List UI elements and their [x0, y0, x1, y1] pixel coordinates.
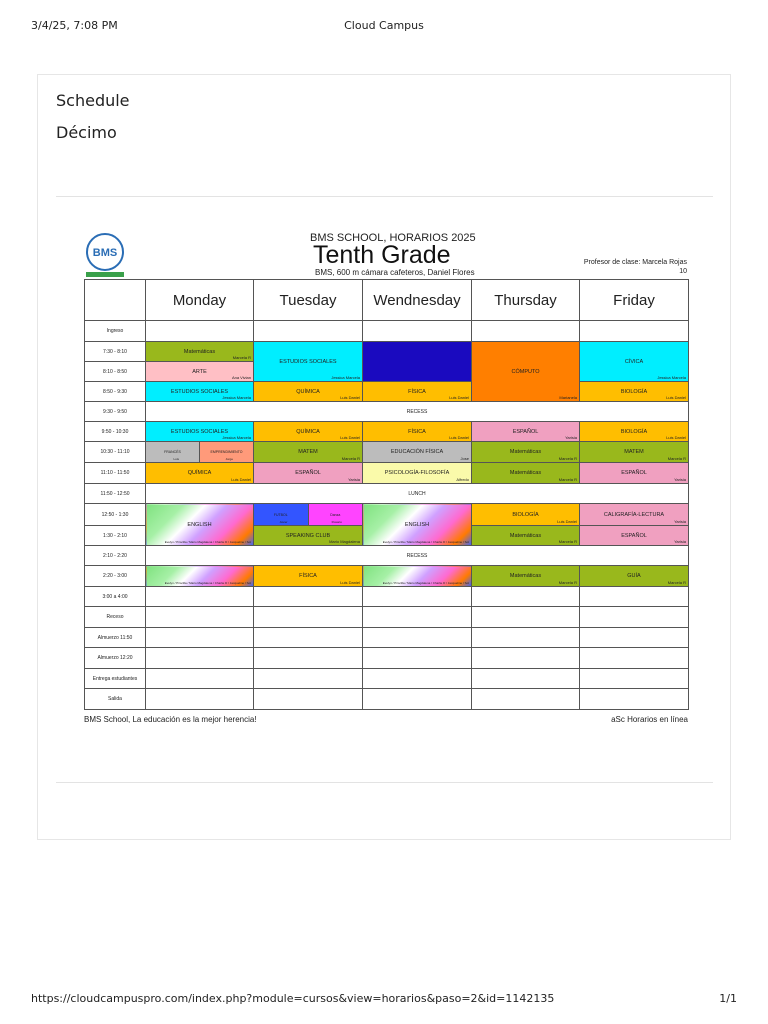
- class-cell-split: [254, 504, 363, 526]
- class-cell: [580, 382, 689, 402]
- class-name: CÍVICA: [624, 358, 644, 365]
- empty-cell: [254, 689, 363, 710]
- print-site-title: Cloud Campus: [344, 19, 424, 32]
- class-name: ESTUDIOS SOCIALES: [170, 428, 229, 435]
- bms-logo-icon: [84, 232, 126, 280]
- class-name: Matemáticas: [183, 348, 216, 355]
- class-name: Matemáticas: [509, 470, 542, 476]
- class-name: QUÍMICA: [296, 428, 320, 435]
- empty-cell: [254, 669, 363, 689]
- class-name: FÍSICA: [408, 388, 426, 395]
- page-subtitle: Décimo: [56, 123, 117, 142]
- empty-cell: [254, 648, 363, 669]
- empty-cell: [146, 587, 254, 607]
- empty-cell: [580, 628, 689, 648]
- empty-cell: [472, 321, 580, 342]
- empty-cell: [472, 628, 580, 648]
- class-teacher: Luis: [173, 457, 179, 461]
- class-cell: [363, 566, 472, 587]
- print-datetime: 3/4/25, 7:08 PM: [31, 19, 118, 32]
- class-cell: [580, 504, 689, 526]
- time-cell: 10:30 - 11:10: [85, 442, 146, 463]
- empty-cell: [472, 689, 580, 710]
- recess-cell: RECESS: [146, 546, 689, 566]
- day-header: Thursday: [472, 280, 580, 321]
- class-teacher: Luis Daniel: [666, 435, 686, 440]
- class-cell: [146, 463, 254, 484]
- class-cell: [146, 504, 254, 546]
- class-cell: [472, 566, 580, 587]
- schedule-footer-credit: aSc Horarios en línea: [611, 715, 688, 724]
- class-name: CÓMPUTO: [511, 368, 540, 375]
- print-url: https://cloudcampuspro.com/index.php?module=cursos&view=horarios&paso=2&id=1142135: [31, 992, 555, 1005]
- class-teacher: Luis Daniel: [666, 395, 686, 400]
- class-teacher: Luis Daniel: [340, 395, 360, 400]
- class-name: MATEM: [298, 449, 318, 455]
- class-cell: [199, 442, 253, 462]
- class-name: Danza: [330, 512, 341, 517]
- time-cell: 1:30 - 2:10: [85, 526, 146, 546]
- class-teacher: Jorge: [225, 457, 233, 461]
- empty-cell: [146, 669, 254, 689]
- class-teacher: Jessica Marcela: [331, 375, 360, 380]
- time-cell: 8:10 - 8:50: [85, 362, 146, 382]
- class-name: QUÍMICA: [187, 470, 212, 476]
- time-cell: Entrega estudiantes: [85, 669, 146, 689]
- schedule-table: [84, 279, 689, 710]
- empty-cell: [254, 587, 363, 607]
- empty-cell: [580, 321, 689, 342]
- class-teacher: Jessica Marcela: [222, 435, 251, 440]
- class-name: MATEM: [624, 449, 644, 455]
- class-name: FÍSICA: [299, 573, 317, 579]
- class-name: ESTUDIOS SOCIALES: [279, 358, 337, 365]
- class-teacher: Yarisia: [348, 477, 360, 482]
- class-teacher: Luis Daniel: [340, 580, 360, 585]
- empty-cell: [363, 648, 472, 669]
- time-cell: 9:30 - 9:50: [85, 402, 146, 422]
- class-teacher: Yarisia: [565, 435, 577, 440]
- class-name: FÍSICA: [408, 428, 426, 435]
- class-cell: [254, 566, 363, 587]
- divider: [56, 196, 713, 197]
- class-teacher: Mario Magdalena: [329, 539, 360, 544]
- class-cell-split: [146, 442, 254, 463]
- teacher-number: 10: [679, 268, 687, 275]
- time-cell: 12:50 - 1:30: [85, 504, 146, 526]
- class-cell: [146, 382, 254, 402]
- class-name: BIOLOGÍA: [512, 511, 539, 518]
- logo-text: BMS: [92, 247, 118, 259]
- time-cell: 9:50 - 10:30: [85, 422, 146, 442]
- class-teacher: Alfredo: [456, 477, 469, 482]
- print-page-number: 1/1: [719, 992, 737, 1005]
- time-cell: 3:00 a 4:00: [85, 587, 146, 607]
- class-teacher: Luis Daniel: [449, 395, 469, 400]
- class-teacher: Yarisia: [674, 519, 686, 524]
- class-name: BIOLOGÍA: [620, 388, 648, 395]
- day-header: Wendnesday: [363, 280, 472, 321]
- class-name: EDUCACIÓN FÍSICA: [390, 449, 444, 455]
- class-teacher: Luis Daniel: [231, 477, 251, 482]
- empty-cell: [146, 648, 254, 669]
- day-header: Monday: [146, 280, 254, 321]
- class-name: EMPRENDIMIENTO: [210, 450, 243, 454]
- class-cell: [580, 422, 689, 442]
- class-teacher: Jose: [460, 456, 469, 461]
- empty-cell: [472, 607, 580, 628]
- class-name: QUÍMICA: [296, 388, 320, 395]
- class-cell: [254, 442, 363, 463]
- class-teacher: Javier: [279, 520, 288, 524]
- class-cell: [254, 504, 308, 525]
- class-cell: [146, 342, 254, 362]
- class-cell: [363, 342, 472, 382]
- class-cell: [472, 342, 580, 402]
- class-cell: [146, 566, 254, 587]
- class-cell: [363, 422, 472, 442]
- empty-cell: [146, 689, 254, 710]
- empty-cell: [363, 321, 472, 342]
- page-title: Schedule: [56, 91, 130, 110]
- teacher-info: Profesor de clase: Marcela Rojas: [583, 259, 687, 266]
- class-name: Matemáticas: [509, 532, 542, 539]
- empty-cell: [472, 648, 580, 669]
- class-teacher: Yarisia: [674, 539, 686, 544]
- class-name: ENGLISH: [404, 521, 430, 528]
- schedule-footer-motto: BMS School, La educación es la mejor herencia!: [84, 715, 257, 724]
- class-name: BIOLOGÍA: [620, 428, 648, 435]
- empty-cell: [146, 607, 254, 628]
- class-cell: [363, 504, 472, 546]
- class-teacher: Marcela R: [558, 456, 577, 461]
- lunch-cell: LUNCH: [146, 484, 689, 504]
- time-cell: 2:20 - 3:00: [85, 566, 146, 587]
- day-header: Friday: [580, 280, 689, 321]
- class-name: GUÍA: [627, 573, 641, 579]
- empty-cell: [254, 321, 363, 342]
- class-name: ENGLISH: [187, 521, 212, 528]
- empty-cell: [472, 669, 580, 689]
- time-cell: 7:30 - 8:10: [85, 342, 146, 362]
- class-teacher: Luis Daniel: [449, 435, 469, 440]
- time-cell: 11:10 - 11:50: [85, 463, 146, 484]
- class-name: ESPAÑOL: [295, 470, 321, 476]
- empty-cell: [580, 587, 689, 607]
- room-info: BMS, 600 m cámara cafeteros, Daniel Flores: [315, 268, 475, 277]
- class-name: Matemáticas: [509, 573, 542, 579]
- class-teacher: Jessica Marcela: [222, 395, 251, 400]
- empty-cell: [146, 321, 254, 342]
- class-name: FRANCÉS: [164, 450, 181, 454]
- corner-cell: [85, 280, 146, 321]
- class-cell: [472, 422, 580, 442]
- class-cell: [146, 362, 254, 382]
- time-cell: Salida: [85, 689, 146, 710]
- class-name: FUTBOL: [273, 512, 288, 517]
- class-teacher: Marcela R: [558, 539, 577, 544]
- class-cell: [363, 442, 472, 463]
- empty-cell: [363, 607, 472, 628]
- empty-cell: [472, 587, 580, 607]
- time-cell: Ingreso: [85, 321, 146, 342]
- class-teacher: Jessica Marcela: [657, 375, 686, 380]
- class-cell: [472, 526, 580, 546]
- empty-cell: [580, 607, 689, 628]
- empty-cell: [363, 628, 472, 648]
- class-cell: [472, 463, 580, 484]
- class-cell: [363, 382, 472, 402]
- empty-cell: [580, 648, 689, 669]
- class-cell: [363, 463, 472, 484]
- class-cell: [580, 442, 689, 463]
- class-teacher: Marcela R: [232, 355, 251, 360]
- class-teacher: Evelyn / Priscilla / Mario Magdalena / Charlie D / Jacqueline / Sol: [164, 540, 251, 544]
- grade-title: Tenth Grade: [313, 241, 451, 269]
- class-cell: [254, 526, 363, 546]
- class-teacher: Yarisia: [674, 477, 686, 482]
- class-name: ESPAÑOL: [621, 532, 647, 539]
- class-name: ESPAÑOL: [512, 428, 539, 435]
- class-teacher: Luis Daniel: [557, 519, 577, 524]
- class-teacher: Marianela: [559, 395, 577, 400]
- class-name: Matemáticas: [509, 449, 542, 455]
- empty-cell: [146, 628, 254, 648]
- class-name: SPEAKING CLUB: [285, 532, 331, 539]
- class-teacher: Luis Daniel: [340, 435, 360, 440]
- class-teacher: Marcela R: [341, 456, 360, 461]
- class-teacher: Marcela R: [558, 580, 577, 585]
- school-title: BMS SCHOOL, HORARIOS 2025: [310, 232, 476, 244]
- class-name: ARTE: [192, 368, 207, 375]
- class-teacher: Rosario: [331, 520, 342, 524]
- class-cell: [580, 463, 689, 484]
- time-cell: 2:10 - 2:20: [85, 546, 146, 566]
- class-cell: [146, 442, 199, 462]
- class-cell: [308, 504, 363, 525]
- recess-cell: RECESS: [146, 402, 689, 422]
- class-teacher: Evelyn / Priscilla / Mario Magdalena / Charlie D / Jacqueline / Sol: [164, 581, 251, 585]
- empty-cell: [254, 628, 363, 648]
- empty-cell: [363, 689, 472, 710]
- class-teacher: Marcela R: [558, 477, 577, 482]
- day-header: Tuesday: [254, 280, 363, 321]
- class-cell: [254, 422, 363, 442]
- class-name: ESPAÑOL: [621, 470, 647, 476]
- time-cell: Almuerzo 12:20: [85, 648, 146, 669]
- class-cell: [254, 463, 363, 484]
- class-name: ESTUDIOS SOCIALES: [170, 388, 229, 395]
- class-name: PSICOLOGÍA-FILOSOFÍA: [384, 470, 450, 476]
- empty-cell: [363, 587, 472, 607]
- class-cell: [580, 566, 689, 587]
- time-cell: 8:50 - 9:30: [85, 382, 146, 402]
- time-cell: Almuerzo 11:50: [85, 628, 146, 648]
- class-teacher: Evelyn / Priscilla / Mario Magdalena / Charlie D / Jacqueline / Sol: [382, 540, 469, 544]
- time-cell: Receso: [85, 607, 146, 628]
- empty-cell: [580, 689, 689, 710]
- schedule-image: [80, 226, 692, 726]
- class-cell: [580, 526, 689, 546]
- class-teacher: Marcela R: [667, 456, 686, 461]
- class-cell: [472, 442, 580, 463]
- class-cell: [580, 342, 689, 382]
- empty-cell: [580, 669, 689, 689]
- empty-cell: [254, 607, 363, 628]
- class-teacher: Marcela R: [667, 580, 686, 585]
- time-cell: 11:50 - 12:50: [85, 484, 146, 504]
- empty-cell: [363, 669, 472, 689]
- class-cell: [254, 342, 363, 382]
- class-name: CALIGRAFÍA-LECTURA: [603, 511, 665, 518]
- class-cell: [472, 504, 580, 526]
- class-teacher: Ana Vivian: [231, 375, 251, 380]
- class-cell: [254, 382, 363, 402]
- divider: [56, 782, 713, 783]
- class-teacher: Evelyn / Priscilla / Mario Magdalena / Charlie D / Jacqueline / Sol: [382, 581, 469, 585]
- class-cell: [146, 422, 254, 442]
